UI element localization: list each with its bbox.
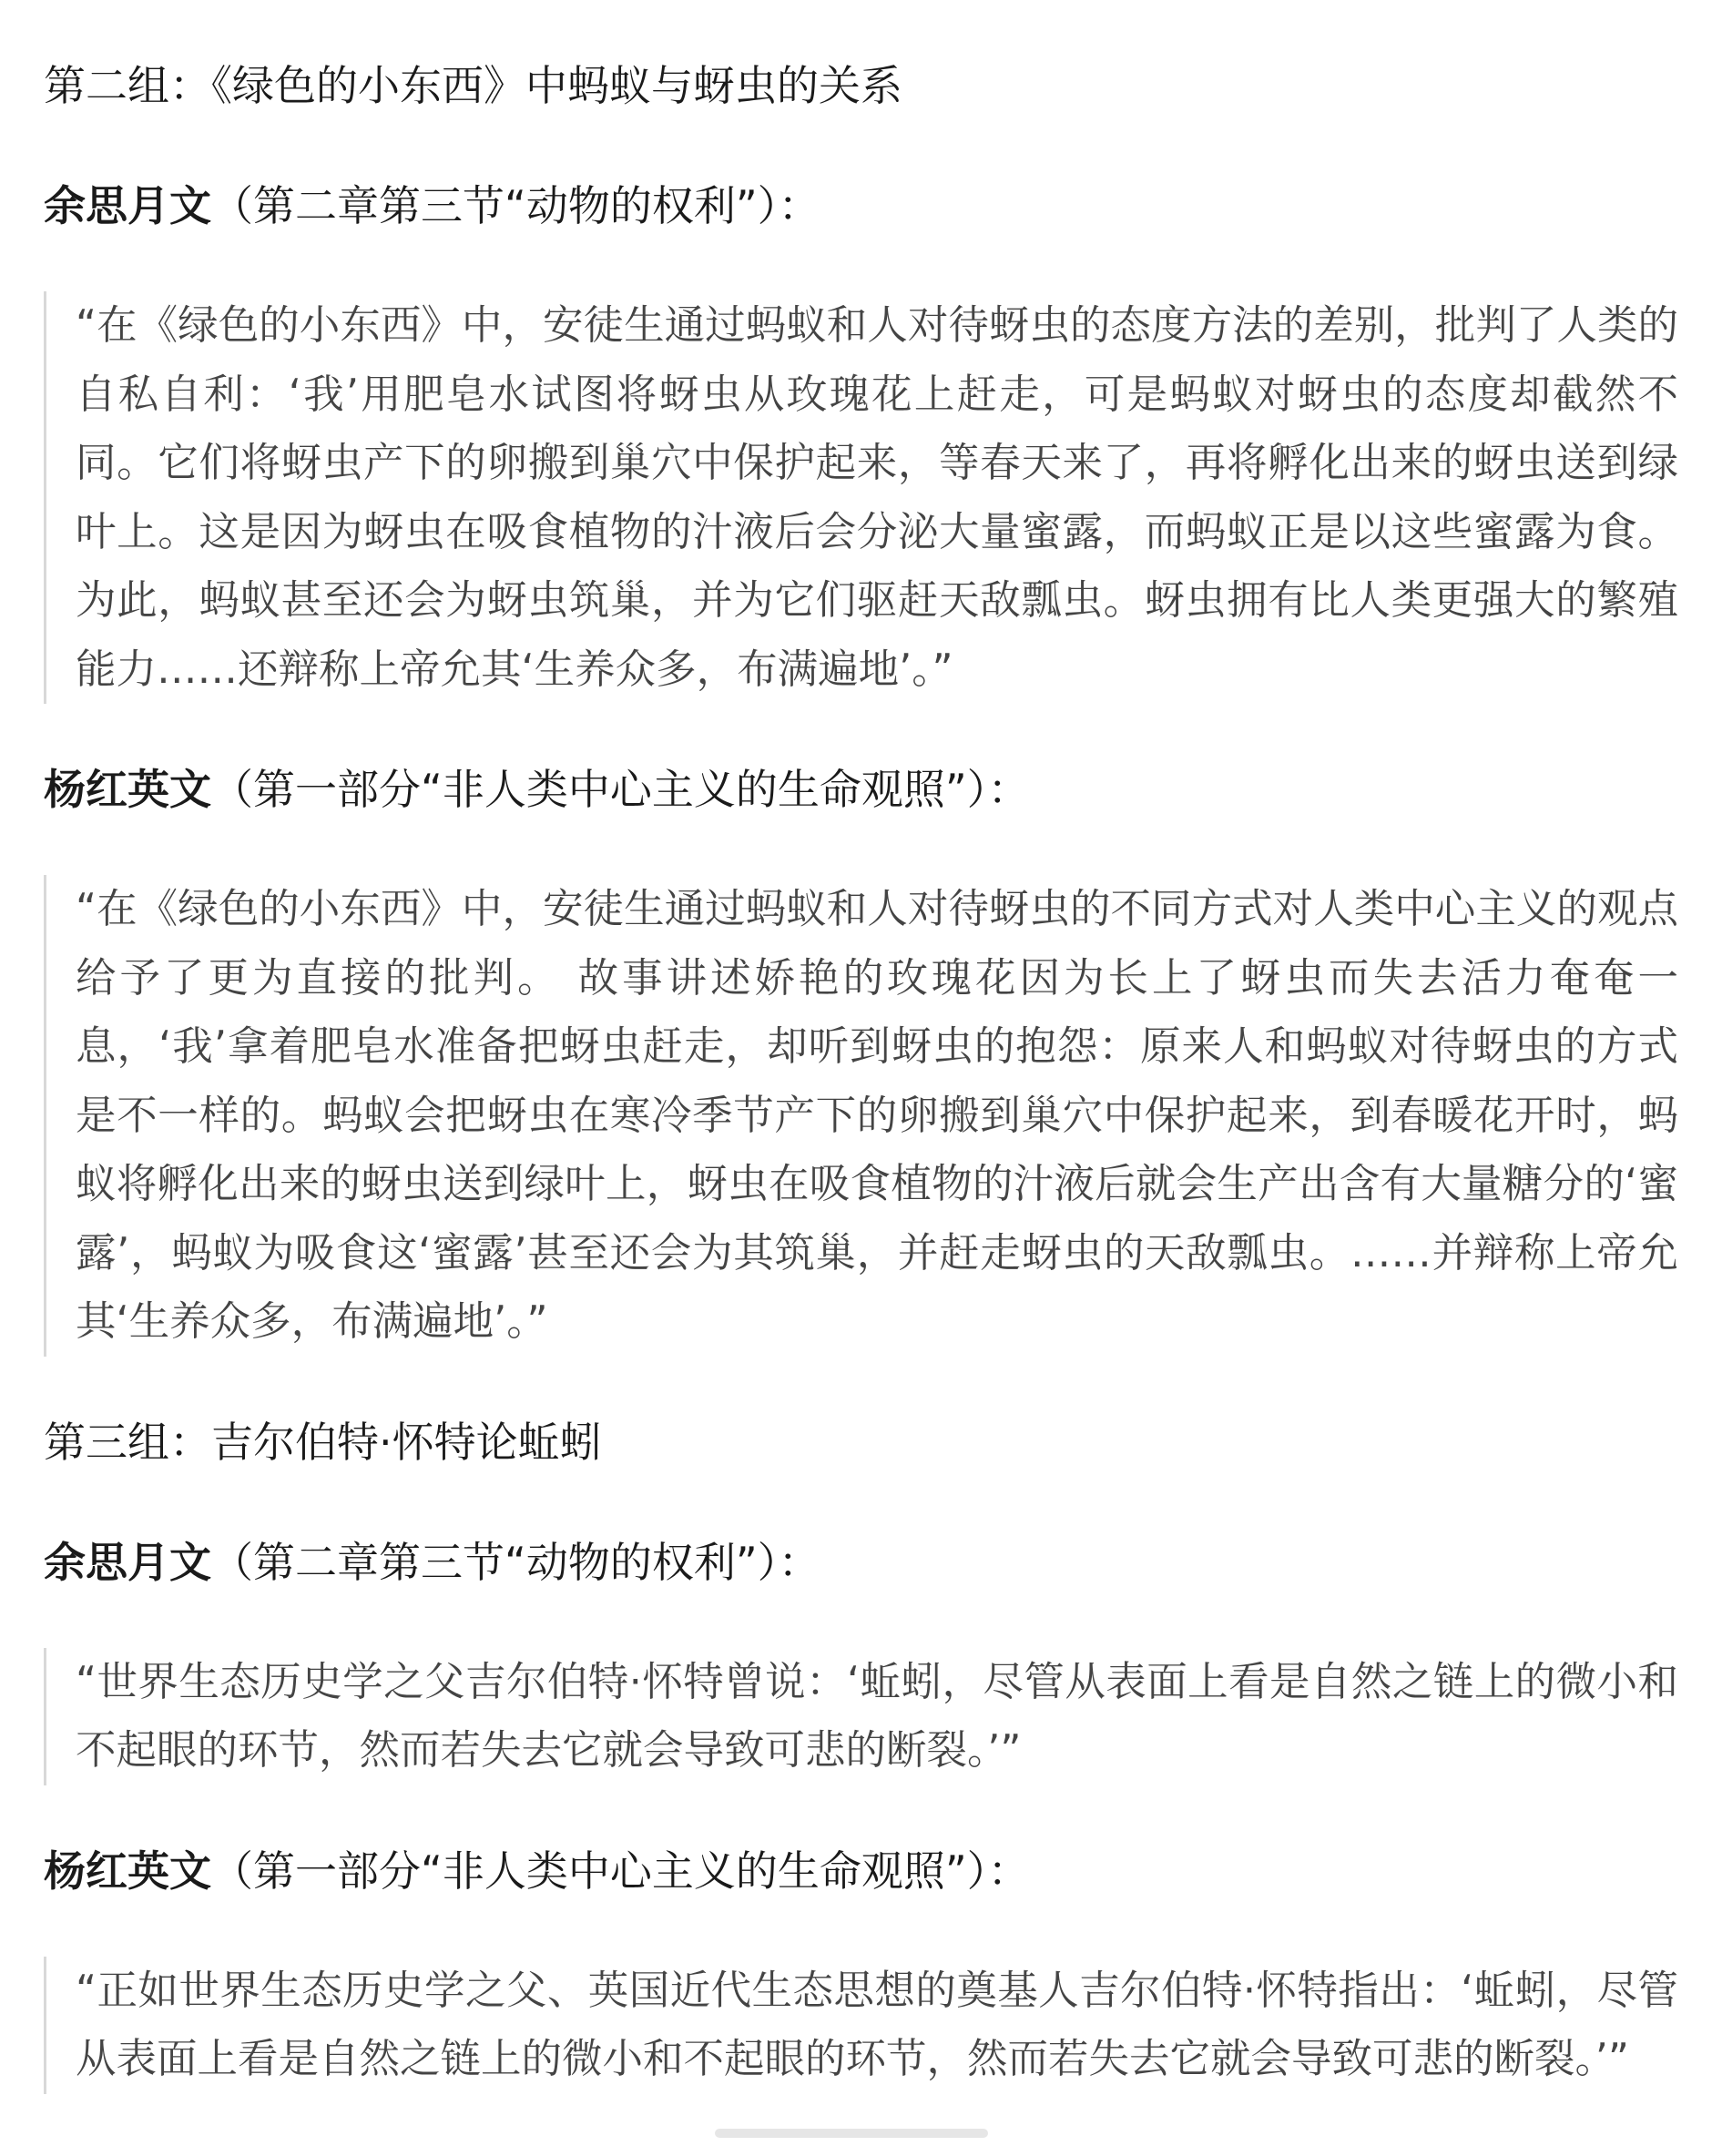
author-source-line (44, 1840, 1674, 1902)
article-body (44, 55, 1678, 2149)
author-name: 杨红英文 (44, 1846, 211, 1896)
section-title: 第二组：《绿色的小东西》中蚂蚁与蚜虫的关系 (44, 61, 902, 110)
blockquote (44, 875, 1678, 1357)
quote-text: “世界生态历史学之父吉尔伯特·怀特曾说：‘蚯蚓，尽管从表面上看是自然之链上的微小和不起眼的环节，然而若失去它就会导致可悲的断裂。’” (76, 1658, 1678, 1774)
author-name: 杨红英文 (44, 765, 211, 814)
home-indicator (715, 2129, 988, 2138)
author-source-line (44, 1531, 1674, 1593)
source-reference: （第一部分“非人类中心主义的生命观照”）： (211, 765, 1030, 814)
section-title: 第三组：吉尔伯特·怀特论蚯蚓 (44, 1417, 602, 1467)
blockquote (44, 291, 1678, 704)
quote-text: “在《绿色的小东西》中，安徒生通过蚂蚁和人对待蚜虫的态度方法的差别，批判了人类的自私自利：‘我’用肥皂水试图将蚜虫从玫瑰花上赶走，可是蚂蚁对蚜虫的态度却截然不同。它们将蚜虫产下的卵搬到巢穴中保护起来，等春天来了，再将孵化出来的蚜虫送到绿叶上。这是因为蚜虫在吸食植物的汁液后会分泌大量蜜露，而蚂蚁正是以这些蜜露为食。为此，蚂蚁甚至还会为蚜虫筑巢，并为它们驱赶天敌瓢虫。蚜虫拥有比人类更强大的繁殖能力……还辩称上帝允其‘生养众多，布满遍地’。” (76, 302, 1678, 693)
blockquote (44, 1957, 1678, 2094)
quote-text: “正如世界生态历史学之父、英国近代生态思想的奠基人吉尔伯特·怀特指出：‘蚯蚓，尽管从表面上看是自然之链上的微小和不起眼的环节，然而若失去它就会导致可悲的断裂。’” (76, 1967, 1678, 2082)
quote-text: “在《绿色的小东西》中，安徒生通过蚂蚁和人对待蚜虫的不同方式对人类中心主义的观点给予了更为直接的批判。 故事讲述娇艳的玫瑰花因为长上了蚜虫而失去活力奄奄一息，‘我’拿着肥皂水准备把蚜虫赶走，却听到蚜虫的抱怨：原来人和蚂蚁对待蚜虫的方式是不一样的。蚂蚁会把蚜虫在寒冷季节产下的卵搬到巢穴中保护起来，到春暖花开时，蚂蚁将孵化出来的蚜虫送到绿叶上，蚜虫在吸食植物的汁液后就会生产出含有大量糖分的‘蜜露’，蚂蚁为吸食这‘蜜露’甚至还会为其筑巢，并赶走蚜虫的天敌瓢虫。……并辩称上帝允其‘生养众多，布满遍地’。” (76, 886, 1678, 1345)
author-source-line (44, 175, 1674, 237)
source-reference: （第二章第三节“动物的权利”）： (211, 1537, 820, 1587)
blockquote (44, 1648, 1678, 1785)
source-reference: （第一部分“非人类中心主义的生命观照”）： (211, 1846, 1030, 1896)
author-source-line (44, 758, 1674, 820)
author-name: 余思月文 (44, 1537, 211, 1587)
source-reference: （第二章第三节“动物的权利”）： (211, 181, 820, 230)
author-name: 余思月文 (44, 181, 211, 230)
